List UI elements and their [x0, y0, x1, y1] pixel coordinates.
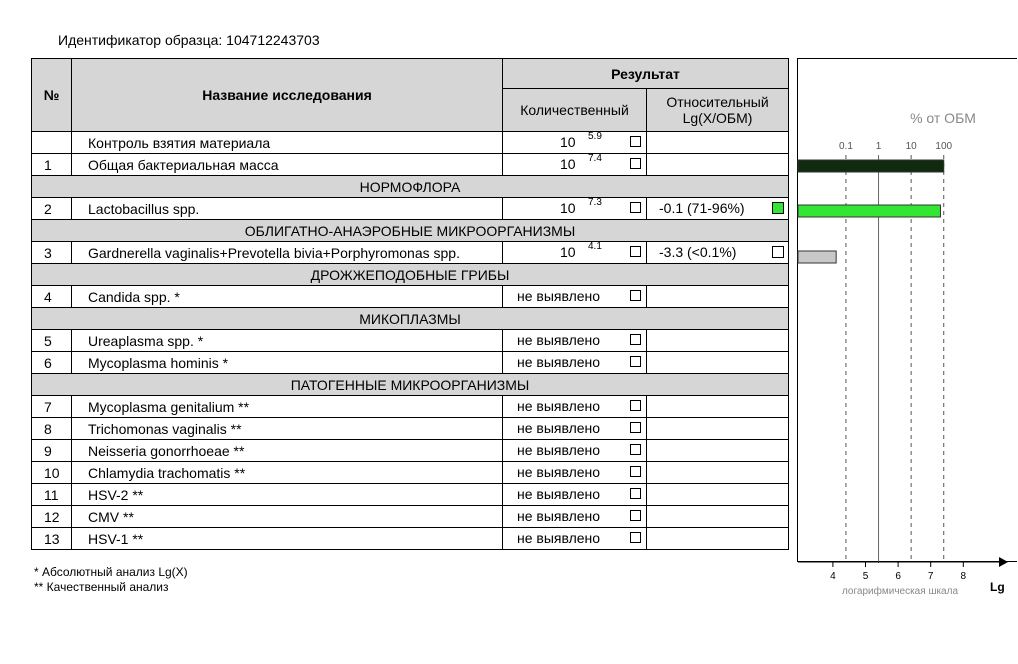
relative-cell: [647, 242, 789, 264]
section-row: [32, 264, 789, 286]
result-checkbox: [630, 158, 641, 169]
header-test-name: Название исследования: [72, 59, 503, 132]
row-number: 13: [32, 528, 72, 550]
result-checkbox: [630, 488, 641, 499]
relative-indicator: [772, 246, 784, 258]
quantitative-cell: [503, 484, 647, 506]
relative-cell: [647, 440, 789, 462]
relative-value: -3.3 (<0.1%): [659, 244, 737, 260]
result-checkbox: [630, 422, 641, 433]
relative-cell: [647, 352, 789, 374]
section-title: ДРОЖЖЕПОДОБНЫЕ ГРИБЫ: [32, 264, 789, 286]
table-row: [32, 528, 789, 550]
relative-cell: [647, 396, 789, 418]
quantitative-base: 10: [560, 156, 576, 172]
header-quantitative: Количественный: [503, 89, 647, 132]
quantitative-text: не выявлено: [517, 464, 601, 480]
quantitative-text: не выявлено: [517, 486, 601, 502]
quantitative-cell: [503, 154, 647, 176]
quantitative-base: 10: [560, 244, 576, 260]
test-name: Lactobacillus spp.: [72, 198, 503, 220]
quantitative-text: не выявлено: [517, 442, 601, 458]
header-relative: [647, 89, 789, 132]
quantitative-cell: [503, 462, 647, 484]
data-bar: [798, 160, 944, 172]
quantitative-cell: [503, 352, 647, 374]
relative-cell: [647, 198, 789, 220]
row-number: 6: [32, 352, 72, 374]
quantitative-text: не выявлено: [517, 354, 601, 370]
header-result: Результат: [503, 59, 789, 89]
relative-cell: [647, 286, 789, 308]
test-name: Candida spp. *: [72, 286, 503, 308]
data-bar: [798, 205, 940, 217]
quantitative-text: не выявлено: [517, 332, 601, 348]
result-checkbox: [630, 444, 641, 455]
test-name: HSV-1 **: [72, 528, 503, 550]
data-bar: [798, 251, 836, 263]
result-checkbox: [630, 510, 641, 521]
table-row: [32, 154, 789, 176]
test-name: Mycoplasma genitalium **: [72, 396, 503, 418]
header-number: №: [32, 59, 72, 132]
chart-panel: [797, 58, 1017, 597]
test-name: Neisseria gonorrhoeae **: [72, 440, 503, 462]
quantitative-cell: [503, 396, 647, 418]
relative-cell: [647, 154, 789, 176]
test-name: Trichomonas vaginalis **: [72, 418, 503, 440]
result-checkbox: [630, 136, 641, 147]
row-number: 5: [32, 330, 72, 352]
quantitative-text: не выявлено: [517, 398, 601, 414]
row-number: 7: [32, 396, 72, 418]
relative-cell: [647, 462, 789, 484]
section-row: [32, 374, 789, 396]
table-row: [32, 242, 789, 264]
quantitative-cell: [503, 440, 647, 462]
result-checkbox: [630, 290, 641, 301]
top-tick-label: 10: [905, 141, 917, 152]
header-relative-line1: Относительный: [666, 94, 769, 110]
footnote-qualitative: ** Качественный анализ: [34, 580, 169, 594]
footnotes: [34, 565, 188, 595]
table-row: [32, 462, 789, 484]
quantitative-cell: [503, 330, 647, 352]
row-number: 4: [32, 286, 72, 308]
section-title: МИКОПЛАЗМЫ: [32, 308, 789, 330]
result-checkbox: [630, 202, 641, 213]
relative-value: -0.1 (71-96%): [659, 200, 745, 216]
quantitative-cell: [503, 242, 647, 264]
top-tick-label: 1: [875, 141, 882, 152]
quantitative-cell: [503, 506, 647, 528]
table-row: [32, 440, 789, 462]
section-title: ПАТОГЕННЫЕ МИКРООРГАНИЗМЫ: [32, 374, 789, 396]
test-name: Chlamydia trachomatis **: [72, 462, 503, 484]
x-axis-label: логарифмическая шкала: [841, 586, 959, 597]
test-name: HSV-2 **: [72, 484, 503, 506]
quantitative-exponent: 4.1: [588, 241, 602, 252]
quantitative-base: 10: [560, 134, 576, 150]
quantitative-cell: [503, 418, 647, 440]
table-row: [32, 330, 789, 352]
table-row: [32, 198, 789, 220]
row-number: 9: [32, 440, 72, 462]
result-checkbox: [630, 400, 641, 411]
quantitative-text: не выявлено: [517, 530, 601, 546]
section-title: НОРМОФЛОРА: [32, 176, 789, 198]
axis-end-label: Lg: [990, 580, 1005, 594]
result-checkbox: [630, 532, 641, 543]
row-number: 1: [32, 154, 72, 176]
row-number: 8: [32, 418, 72, 440]
table-row: [32, 418, 789, 440]
row-number: 12: [32, 506, 72, 528]
test-name: Mycoplasma hominis *: [72, 352, 503, 374]
x-tick-label: 6: [895, 571, 901, 582]
table-row: [32, 132, 789, 154]
x-tick-label: 5: [862, 571, 869, 582]
section-row: [32, 220, 789, 242]
quantitative-exponent: 7.3: [588, 197, 602, 208]
relative-cell: [647, 132, 789, 154]
top-tick-label: 100: [935, 141, 953, 152]
test-name: Gardnerella vaginalis+Prevotella bivia+Porphyromonas spp.: [72, 242, 503, 264]
row-number: [32, 132, 72, 154]
relative-cell: [647, 418, 789, 440]
sample-id: Идентификатор образца: 104712243703: [58, 32, 320, 48]
table-row: [32, 352, 789, 374]
footnote-absolute: * Абсолютный анализ Lg(X): [34, 565, 188, 579]
x-tick-label: 8: [960, 571, 967, 582]
x-tick-label: 7: [927, 571, 934, 582]
quantitative-cell: [503, 198, 647, 220]
quantitative-exponent: 5.9: [588, 131, 602, 142]
quantitative-text: не выявлено: [517, 288, 601, 304]
result-checkbox: [630, 334, 641, 345]
relative-indicator: [772, 202, 784, 214]
relative-cell: [647, 484, 789, 506]
axis-arrow-icon: [999, 557, 1008, 567]
relative-cell: [647, 330, 789, 352]
test-name: CMV **: [72, 506, 503, 528]
quantitative-cell: [503, 528, 647, 550]
log-scale-chart: [798, 59, 1018, 599]
test-name: Контроль взятия материала: [72, 132, 503, 154]
section-row: [32, 176, 789, 198]
x-tick-label: 4: [830, 571, 836, 582]
table-row: [32, 396, 789, 418]
table-row: [32, 286, 789, 308]
relative-cell: [647, 506, 789, 528]
section-title: ОБЛИГАТНО-АНАЭРОБНЫЕ МИКРООРГАНИЗМЫ: [32, 220, 789, 242]
result-checkbox: [630, 466, 641, 477]
quantitative-text: не выявлено: [517, 508, 601, 524]
relative-cell: [647, 528, 789, 550]
quantitative-base: 10: [560, 200, 576, 216]
results-table: [31, 58, 789, 550]
chart-title: % от ОБМ: [910, 110, 976, 126]
quantitative-cell: [503, 132, 647, 154]
test-name: Ureaplasma spp. *: [72, 330, 503, 352]
table-row: [32, 506, 789, 528]
top-tick-label: 0.1: [838, 141, 853, 152]
table-row: [32, 484, 789, 506]
section-row: [32, 308, 789, 330]
row-number: 3: [32, 242, 72, 264]
row-number: 2: [32, 198, 72, 220]
quantitative-cell: [503, 286, 647, 308]
row-number: 11: [32, 484, 72, 506]
result-checkbox: [630, 356, 641, 367]
test-name: Общая бактериальная масса: [72, 154, 503, 176]
quantitative-text: не выявлено: [517, 420, 601, 436]
header-relative-line2: Lg(X/ОБМ): [682, 110, 753, 126]
quantitative-exponent: 7.4: [588, 153, 602, 164]
result-checkbox: [630, 246, 641, 257]
row-number: 10: [32, 462, 72, 484]
